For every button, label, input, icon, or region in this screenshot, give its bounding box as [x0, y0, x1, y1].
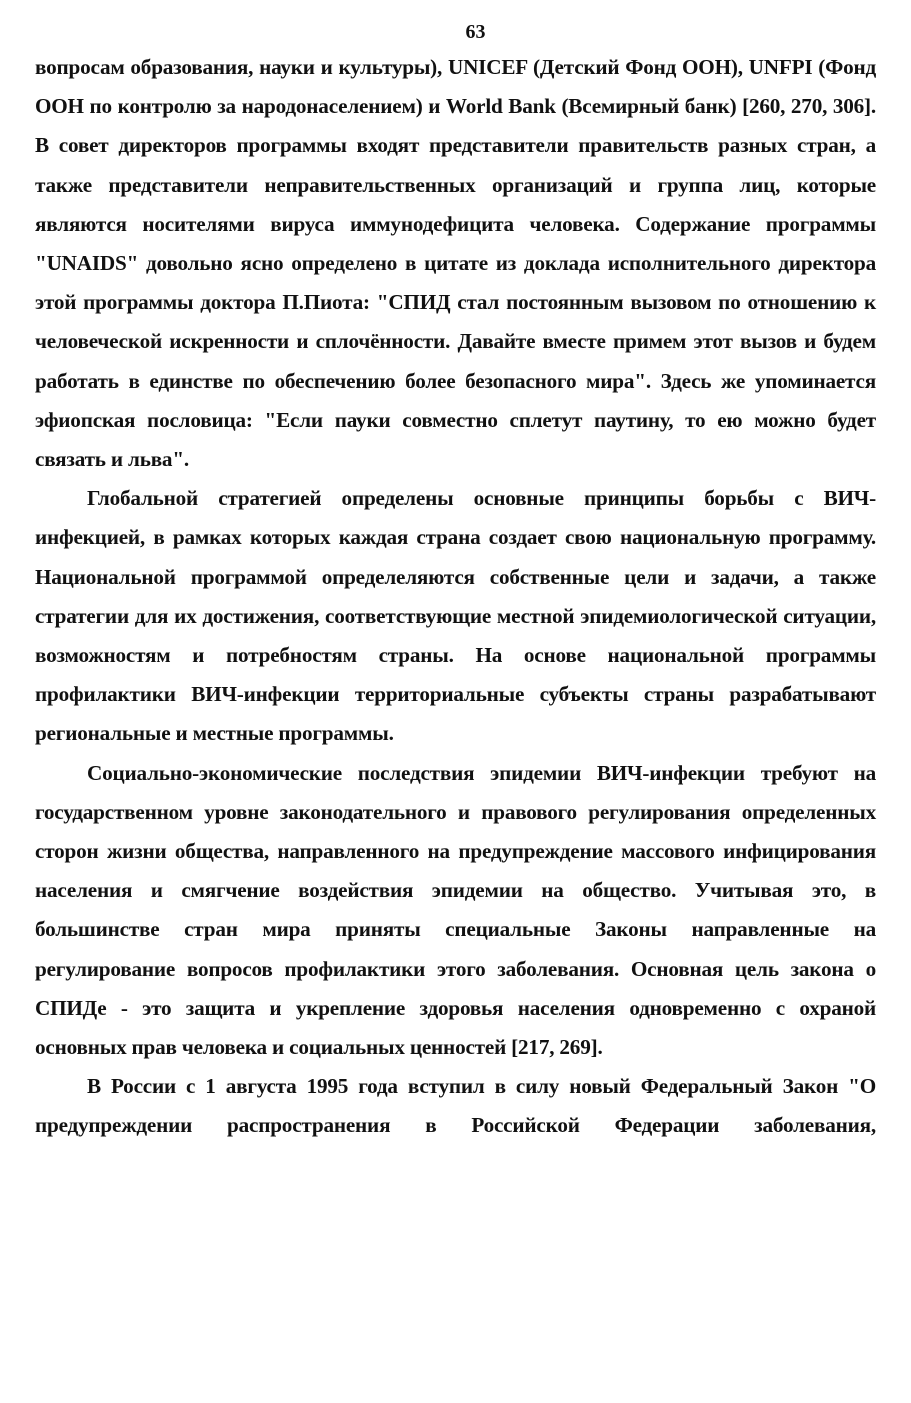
- page-number: 63: [465, 21, 486, 43]
- paragraph-socio-economic: Социально-экономические последствия эпидемии ВИЧ-инфекции требуют на государственном уровне законодательного и правового регулирования определенных сторон жизни общества, направленного на предупреждение массового инфицирования населения и смягчение воздействия эпидемии на общество. Учитывая это, в большинстве стран мира приняты специальные Законы направленные на регулирование вопросов профилактики этого заболевания. Основная цель закона о СПИДе - это защита и укрепление здоровья населения одновременно с охраной основных прав человека и социальных ценностей [217, 269].: [35, 760, 876, 1060]
- paragraph-global-strategy: Глобальной стратегией определены основные принципы борьбы с ВИЧ-инфекцией, в рамках которых каждая страна создает свою национальную программу. Национальной программой определеляются собственные цели и задачи, а также стратегии для их достижения, соответствующие местной эпидемиологической ситуации, возможностям и потребностям страны. На основе национальной программы профилактики ВИЧ-инфекции территориальные субъекты страны разрабатывают региональные и местные программы.: [35, 486, 876, 746]
- paragraph-russia-law: В России с 1 августа 1995 года вступил в силу новый Федеральный Закон "О предупреждении распространения в Российской Федерации заболевания,: [35, 1074, 876, 1138]
- paragraph-unaids: вопросам образования, науки и культуры), UNICEF (Детский Фонд ООН), UNFPI (Фонд ООН по контролю за народонаселением) и World Bank (Всемирный банк) [260, 270, 306]. В совет директоров программы входят представители правительств разных стран, а также представители неправительственных организаций и группа лиц, которые являются носителями вируса иммунодефицита человека. Содержание программы "UNAIDS" довольно ясно определено в цитате из доклада исполнительного директора этой программы доктора П.Пиота: "СПИД стал постоянным вызовом по отношению к человеческой искренности и сплочённости. Давайте вместе примем этот вызов и будем работать в единстве по обеспечению более безопасного мира". Здесь же упоминается эфиопская пословица: "Если пауки совместно сплетут паутину, то ею можно будет связать и льва".: [35, 55, 876, 472]
